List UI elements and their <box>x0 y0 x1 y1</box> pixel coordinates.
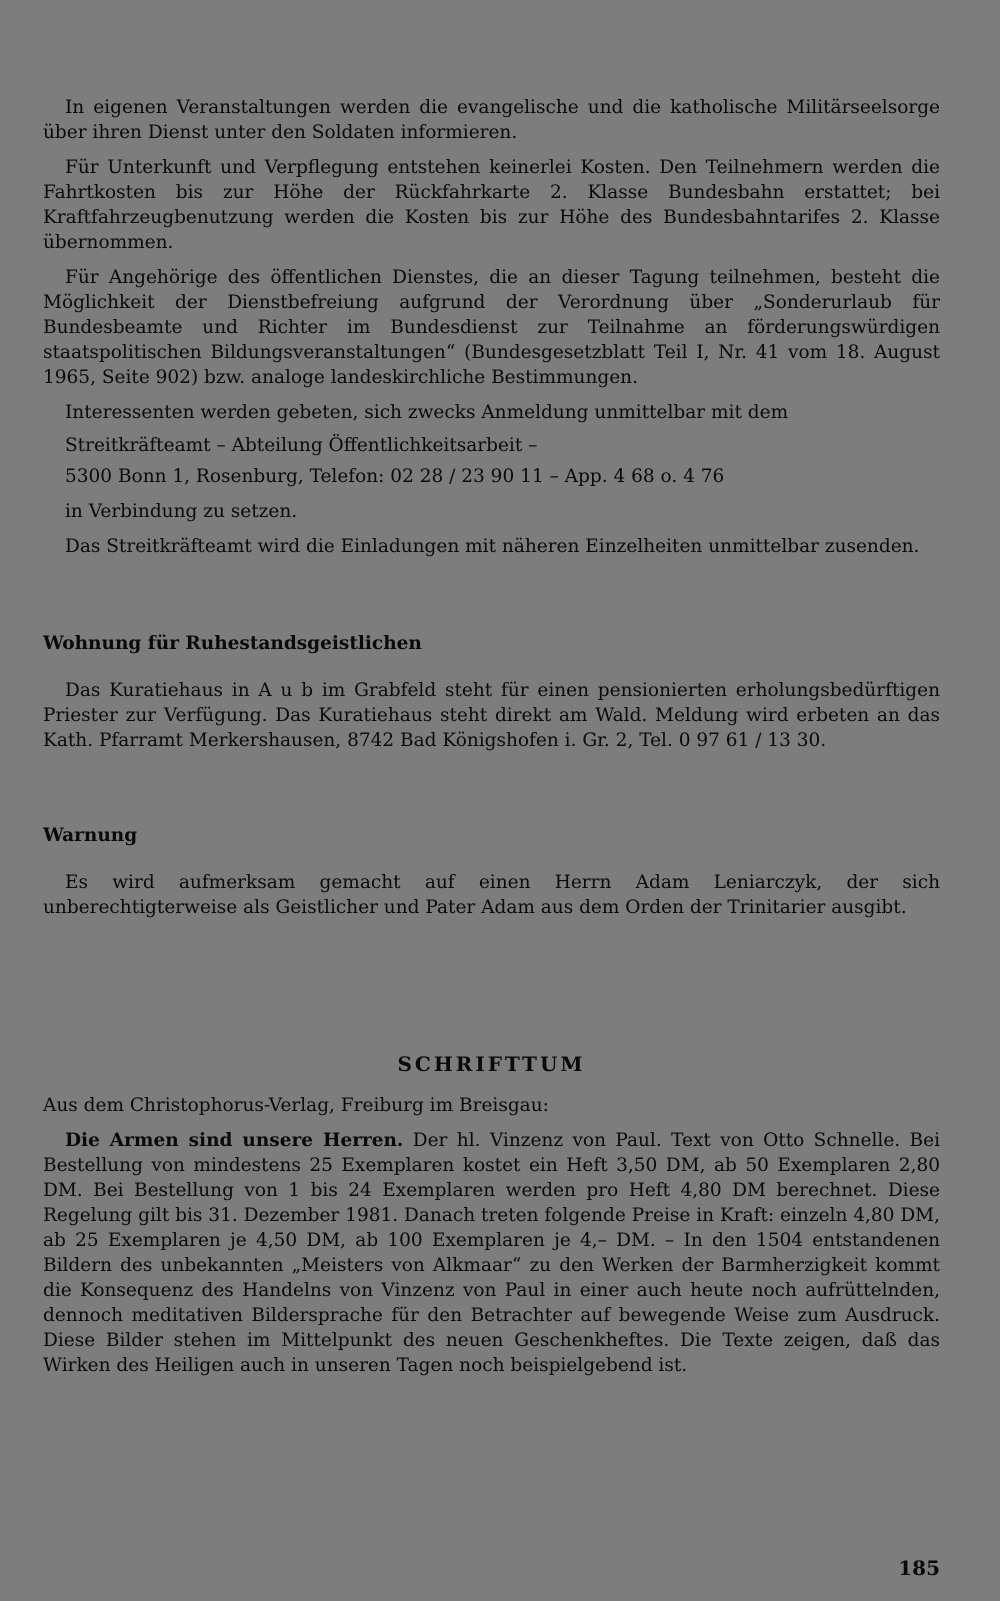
document-page <box>43 95 940 1378</box>
page-number: 185 <box>898 1556 940 1580</box>
paragraph-buch <box>43 1128 940 1378</box>
heading-wohnung: Wohnung für Ruhestandsgeistlichen <box>43 633 422 654</box>
paragraph-dienstbefreiung: Für Angehörige des öffentlichen Dienstes, die an dieser Tagung teilnehmen, besteht die Möglichkeit der Dienstbefreiung aufgrund der Verordnung über „Sonderurlaub für Bundesbeamte und Richter im Bundesdienst zur Teilnahme an förderungswürdigen staatspolitischen Bildungsveranstaltungen“ (Bundesgesetzblatt Teil I, Nr. 41 vom 18. August 1965, Seite 902) bzw. analoge landeskirchliche Bestimmungen. <box>43 267 940 388</box>
paragraph-verbindung: in Verbindung zu setzen. <box>65 501 298 522</box>
heading-schrifttum: SCHRIFTTUM <box>397 1052 586 1076</box>
heading-warnung: Warnung <box>43 825 138 846</box>
paragraph-einladungen: Das Streitkräfteamt wird die Einladungen mit näheren Einzelheiten unmittelbar zusenden. <box>65 536 920 557</box>
paragraph-warnung: Es wird aufmerksam gemacht auf einen Herrn Adam Leniarczyk, der sich unberechtigterweise als Geistlicher und Pater Adam aus dem Orden der Trinitarier ausgibt. <box>43 872 940 918</box>
book-description: Der hl. Vinzenz von Paul. Text von Otto Schnelle. Bei Bestellung von mindestens 25 Exemplaren kostet ein Heft 3,50 DM, ab 50 Exemplaren 2,80 DM. Bei Bestellung von 1 bis 24 Exemplaren werden pro Heft 4,80 DM berechnet. Diese Regelung gilt bis 31. Dezember 1981. Danach treten folgende Preise in Kraft: einzeln 4,80 DM, ab 25 Exemplaren je 4,50 DM, ab 100 Exemplaren je 4,– DM. – In den 1504 entstandenen Bildern des unbekannten „Meisters von Alkmaar“ zu den Werken der Barmherzigkeit kommt die Konsequenz des Handelns von Vinzenz von Paul in einer auch heute noch aufrüttelnden, dennoch meditativen Bildersprache für den Betrachter auf bewegende Weise zum Ausdruck. Diese Bilder stehen im Mittelpunkt des neuen Geschenkheftes. Die Texte zeigen, daß das Wirken des Heiligen auch in unseren Tagen noch beispielgebend ist. <box>43 1130 941 1376</box>
address-line-2: 5300 Bonn 1, Rosenburg, Telefon: 02 28 / 23 90 11 – App. 4 68 o. 4 76 <box>65 466 725 487</box>
paragraph-kuratiehaus: Das Kuratiehaus in A u b im Grabfeld steht für einen pensionierten erholungsbedürftigen Priester zur Verfügung. Das Kuratiehaus steht direkt am Wald. Meldung wird erbeten an das Kath. Pfarramt Merkershausen, 8742 Bad Königshofen i. Gr. 2, Tel. 0 97 61 / 13 30. <box>43 680 940 751</box>
paragraph-kosten: Für Unterkunft und Verpflegung entstehen keinerlei Kosten. Den Teilnehmern werden die Fahrtkosten bis zur Höhe der Rückfahrkarte 2. Klasse Bundesbahn erstattet; bei Kraftfahrzeugbenutzung werden die Kosten bis zur Höhe des Bundesbahntarifes 2. Klasse übernommen. <box>43 157 940 253</box>
paragraph-anmeldung: Interessenten werden gebeten, sich zwecks Anmeldung unmittelbar mit dem <box>65 402 789 423</box>
address-line-1: Streitkräfteamt – Abteilung Öffentlichkeitsarbeit – <box>65 435 538 456</box>
paragraph-militaerseelsorge: In eigenen Veranstaltungen werden die evangelische und die katholische Militärseelsorge über ihren Dienst unter den Soldaten informieren. <box>43 97 940 143</box>
book-title: Die Armen sind unsere Herren. <box>65 1130 404 1151</box>
paragraph-verlag: Aus dem Christophorus-Verlag, Freiburg im Breisgau: <box>43 1095 549 1116</box>
